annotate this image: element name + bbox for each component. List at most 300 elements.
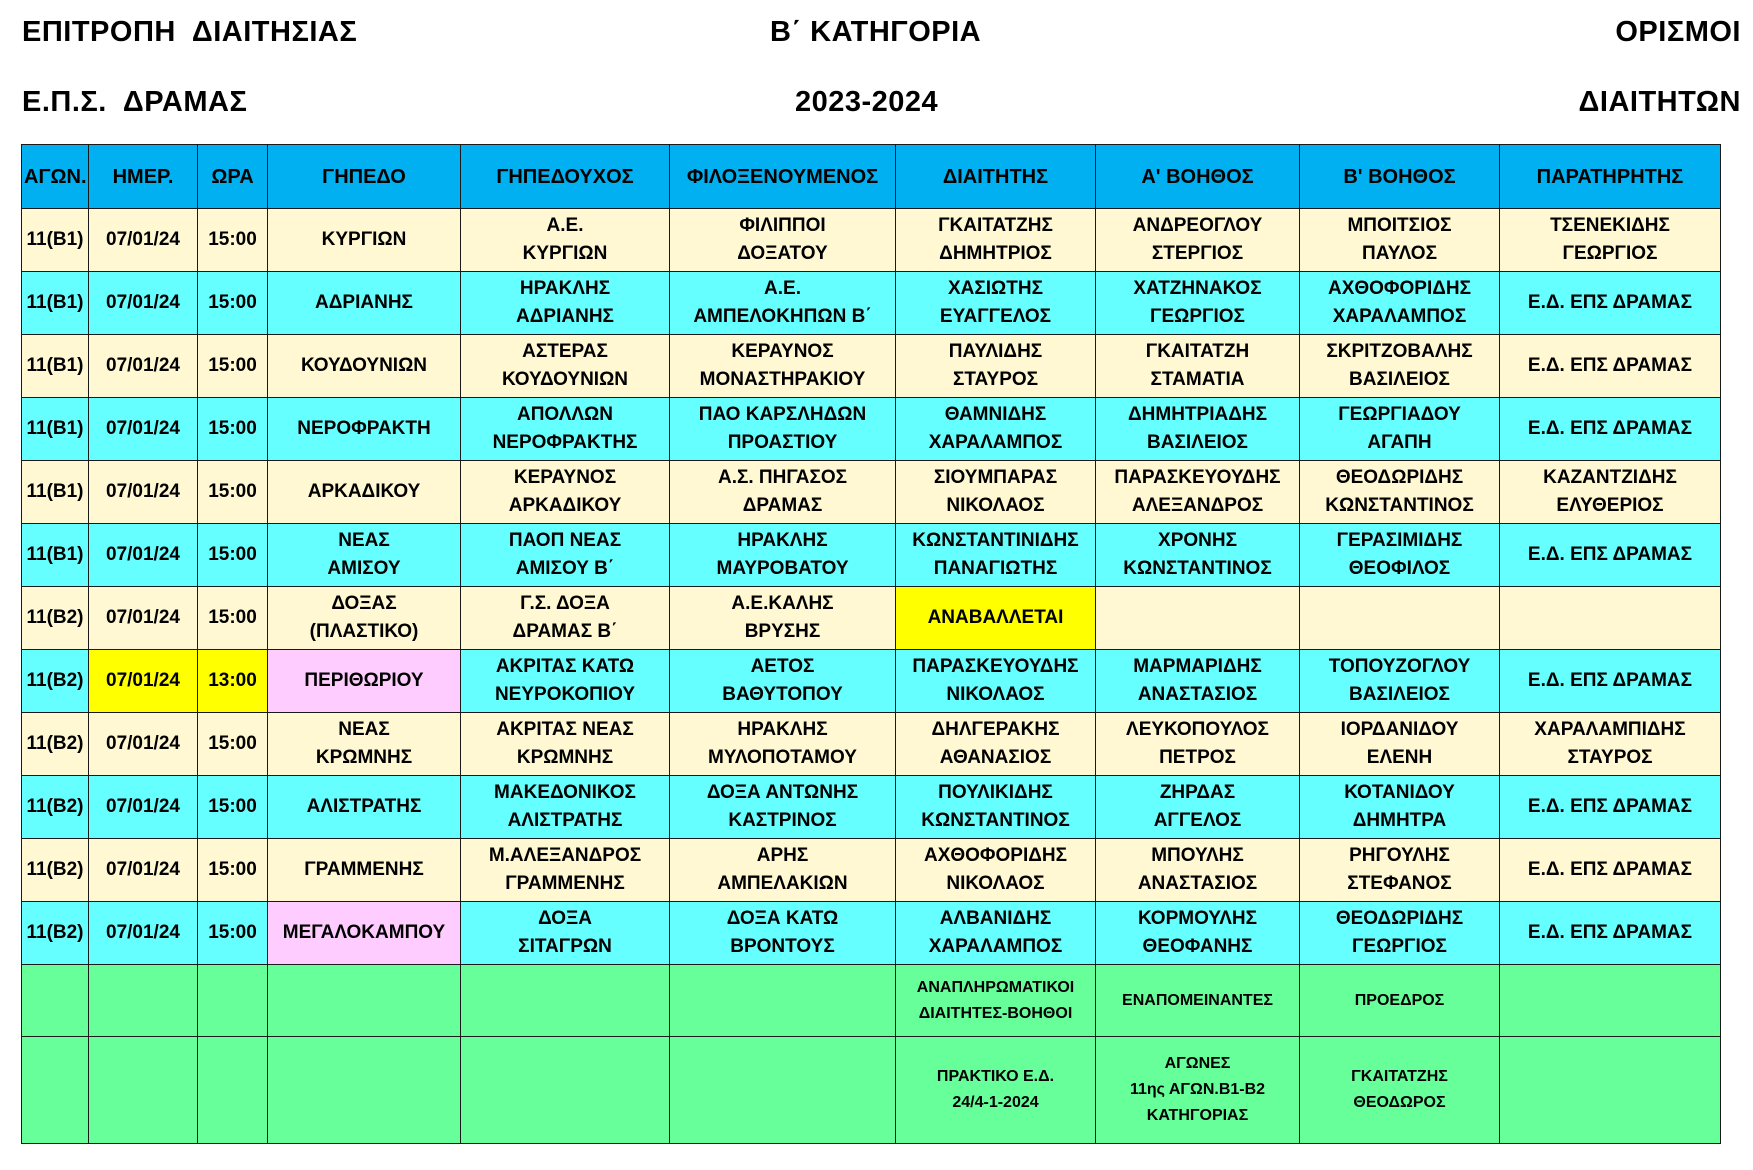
- cell-line: ΕΥΑΓΓΕΛΟΣ: [939, 306, 1052, 327]
- category-title: Β΄ ΚΑΤΗΓΟΡΙΑ: [770, 16, 982, 48]
- cell-line: ΔΗΜΗΤΡΙΟΣ: [939, 243, 1052, 264]
- col-date-cell: 07/01/24: [89, 524, 198, 587]
- cell-line: ΠΟΥΛΙΚΙΔΗΣ: [938, 782, 1053, 803]
- table-row: [22, 335, 1721, 398]
- cell-line: ΑΚΡΙΤΑΣ ΝΕΑΣ: [496, 719, 634, 740]
- col-referee-cell: [896, 272, 1096, 335]
- footer-cell: [1300, 965, 1500, 1037]
- col-field-cell: [268, 776, 461, 839]
- cell-line: ΑΓΓΕΛΟΣ: [1153, 810, 1242, 831]
- footer-cell: [670, 965, 896, 1037]
- col-away-cell: [670, 902, 896, 965]
- cell-line: Α.Ε.ΚΑΛΗΣ: [731, 593, 834, 614]
- col-field-cell: [268, 272, 461, 335]
- table-row: [22, 713, 1721, 776]
- col-away-header: ΦΙΛΟΞΕΝΟΥΜΕΝΟΣ: [670, 145, 896, 209]
- footer-cell: [89, 1037, 198, 1144]
- col-observer-cell: [1500, 335, 1721, 398]
- cell-line: ΦΙΛΙΠΠΟΙ: [739, 215, 826, 236]
- cell-line: ΚΡΩΜΝΗΣ: [516, 747, 614, 768]
- cell-line: ΣΤΑΥΡΟΣ: [1567, 747, 1653, 768]
- cell-line: ΧΡΟΝΗΣ: [1158, 530, 1237, 551]
- col-observer-cell: [1500, 209, 1721, 272]
- footer-cell: [268, 965, 461, 1037]
- cell-line: ΘΕΟΦΙΛΟΣ: [1348, 558, 1451, 579]
- cell-line: ΚΟΤΑΝΙΔΟΥ: [1344, 782, 1455, 803]
- col-agon-cell: 11(Β2): [22, 713, 89, 776]
- col-assistant1-cell: [1096, 461, 1300, 524]
- cell-line: ΒΡΟΝΤΟΥΣ: [730, 936, 835, 957]
- cell-line: ΤΟΠΟΥΖΟΓΛΟΥ: [1328, 656, 1471, 677]
- cell-line: ΔΟΞΑ: [538, 908, 592, 929]
- footer-cell: [461, 1037, 670, 1144]
- table-row: [22, 524, 1721, 587]
- col-observer-cell: [1500, 650, 1721, 713]
- cell-line: ΧΑΣΙΩΤΗΣ: [947, 278, 1044, 299]
- col-field-cell: [268, 650, 461, 713]
- col-time-cell: 15:00: [198, 902, 268, 965]
- cell-line: ΑΓΑΠΗ: [1367, 432, 1432, 453]
- cell-line: ΔΗΛΓΕΡΑΚΗΣ: [931, 719, 1060, 740]
- col-observer-cell: [1500, 713, 1721, 776]
- col-referee-cell: [896, 587, 1096, 650]
- col-assistant2-cell: [1300, 650, 1500, 713]
- col-away-cell: [670, 335, 896, 398]
- cell-line: ΠΡΟΑΣΤΙΟΥ: [727, 432, 838, 453]
- cell-line: ΔΡΑΜΑΣ: [742, 495, 823, 516]
- cell-line: ΘΕΟΔΩΡΙΔΗΣ: [1335, 908, 1464, 929]
- col-assistant1-header: Α' ΒΟΗΘΟΣ: [1096, 145, 1300, 209]
- cell-line: ΔΟΞΑ ΚΑΤΩ: [726, 908, 839, 929]
- col-time-cell: 15:00: [198, 839, 268, 902]
- col-away-cell: [670, 713, 896, 776]
- footer-row: [22, 1037, 1721, 1144]
- cell-line: ΜΠΟΙΤΣΙΟΣ: [1347, 215, 1452, 236]
- cell-line: ΗΡΑΚΛΗΣ: [737, 530, 828, 551]
- col-observer-cell: [1500, 587, 1721, 650]
- col-observer-cell: [1500, 902, 1721, 965]
- col-away-cell: [670, 839, 896, 902]
- col-assistant1-cell: [1096, 650, 1300, 713]
- footer-cell: [22, 965, 89, 1037]
- cell-line: ΝΕΑΣ: [338, 719, 390, 740]
- table-row: [22, 902, 1721, 965]
- cell-line: 11ης ΑΓΩΝ.Β1-Β2: [1129, 1081, 1266, 1098]
- col-observer-cell: [1500, 839, 1721, 902]
- col-assistant1-cell: [1096, 524, 1300, 587]
- col-referee-cell: [896, 398, 1096, 461]
- cell-line: ΒΑΣΙΛΕΙΟΣ: [1147, 432, 1248, 453]
- cell-line: ΣΤΕΡΓΙΟΣ: [1151, 243, 1244, 264]
- cell-line: ΣΤΑΜΑΤΙΑ: [1150, 369, 1245, 390]
- cell-line: ΚΡΩΜΝΗΣ: [315, 747, 413, 768]
- cell-line: ΓΕΩΡΓΙΟΣ: [1150, 306, 1245, 327]
- cell-line: ΑΛΙΣΤΡΑΤΗΣ: [507, 810, 623, 831]
- col-agon-cell: 11(Β2): [22, 776, 89, 839]
- cell-line: ΖΗΡΔΑΣ: [1159, 782, 1236, 803]
- cell-line: ΑΠΟΛΛΩΝ: [516, 404, 613, 425]
- col-agon-cell: 11(Β1): [22, 335, 89, 398]
- cell-line: ΜΥΛΟΠΟΤΑΜΟΥ: [708, 747, 857, 768]
- col-away-cell: [670, 650, 896, 713]
- col-field-cell: [268, 461, 461, 524]
- col-assistant2-header: Β' ΒΟΗΘΟΣ: [1300, 145, 1500, 209]
- col-home-cell: [461, 524, 670, 587]
- cell-line: ΑΡΚΑΔΙΚΟΥ: [307, 481, 421, 502]
- cell-line: ΤΣΕΝΕΚΙΔΗΣ: [1550, 215, 1670, 236]
- col-assistant2-cell: [1300, 839, 1500, 902]
- cell-line: ΚΩΝΣΤΑΝΤΙΝΙΔΗΣ: [912, 530, 1079, 551]
- col-referee-header: ΔΙΑΙΤΗΤΗΣ: [896, 145, 1096, 209]
- footer-cell: [1300, 1037, 1500, 1144]
- season-title: 2023-2024: [795, 86, 939, 118]
- col-time-cell: 15:00: [198, 209, 268, 272]
- table-row: [22, 398, 1721, 461]
- col-field-cell: [268, 398, 461, 461]
- col-assistant1-cell: [1096, 776, 1300, 839]
- cell-line: ΑΝΑΠΛΗΡΩΜΑΤΙΚΟΙ: [916, 978, 1075, 996]
- cell-line: ΕΛΕΝΗ: [1366, 747, 1433, 768]
- footer-cell: [198, 965, 268, 1037]
- col-assistant1-cell: [1096, 398, 1300, 461]
- col-agon-cell: 11(Β2): [22, 902, 89, 965]
- col-assistant1-cell: [1096, 587, 1300, 650]
- cell-line: ΕΝΑΠΟΜΕΙΝΑΝΤΕΣ: [1122, 991, 1273, 1009]
- cell-line: Ε.Δ. ΕΠΣ ΔΡΑΜΑΣ: [1527, 859, 1693, 880]
- cell-line: ΑΝΑΒΑΛΛΕΤΑΙ: [927, 607, 1064, 628]
- cell-line: ΔΗΜΗΤΡΙΑΔΗΣ: [1128, 404, 1267, 425]
- cell-line: ΚΕΡΑΥΝΟΣ: [513, 467, 617, 488]
- col-date-cell: 07/01/24: [89, 398, 198, 461]
- col-referee-cell: [896, 713, 1096, 776]
- cell-line: ΑΝΑΣΤΑΣΙΟΣ: [1137, 684, 1258, 705]
- cell-line: ΚΥΡΓΙΩΝ: [321, 229, 407, 250]
- col-time-cell: 15:00: [198, 776, 268, 839]
- col-home-cell: [461, 587, 670, 650]
- cell-line: 24/4-1-2024: [952, 1094, 1039, 1111]
- cell-line: ΒΑΘΥΤΟΠΟΥ: [722, 684, 843, 705]
- cell-line: ΠΑΥΛΟΣ: [1361, 243, 1437, 264]
- cell-line: Ε.Δ. ΕΠΣ ΔΡΑΜΑΣ: [1527, 796, 1693, 817]
- cell-line: Ε.Δ. ΕΠΣ ΔΡΑΜΑΣ: [1527, 292, 1693, 313]
- cell-line: ΚΥΡΓΙΩΝ: [522, 243, 608, 264]
- table-row: [22, 839, 1721, 902]
- table-row: [22, 209, 1721, 272]
- cell-line: ΗΡΑΚΛΗΣ: [737, 719, 828, 740]
- col-assistant2-cell: [1300, 461, 1500, 524]
- cell-line: ΓΚΑΙΤΑΤΖΗΣ: [938, 215, 1053, 236]
- cell-line: ΡΗΓΟΥΛΗΣ: [1349, 845, 1450, 866]
- col-assistant2-cell: [1300, 902, 1500, 965]
- col-date-cell: 07/01/24: [89, 713, 198, 776]
- col-date-header: ΗΜΕΡ.: [89, 145, 198, 209]
- col-field-cell: [268, 524, 461, 587]
- cell-line: ΘΑΜΝΙΔΗΣ: [944, 404, 1047, 425]
- cell-line: ΜΠΟΥΛΗΣ: [1151, 845, 1244, 866]
- col-time-cell: 13:00: [198, 650, 268, 713]
- col-agon-cell: 11(Β2): [22, 839, 89, 902]
- col-observer-cell: [1500, 776, 1721, 839]
- col-agon-cell: 11(Β2): [22, 587, 89, 650]
- col-away-cell: [670, 209, 896, 272]
- cell-line: ΓΡΑΜΜΕΝΗΣ: [505, 873, 625, 894]
- footer-cell: [1500, 1037, 1721, 1144]
- referees-title: ΔΙΑΙΤΗΤΩΝ: [1578, 86, 1741, 118]
- cell-line: ΝΕΥΡΟΚΟΠΙΟΥ: [494, 684, 636, 705]
- cell-line: ΝΕΑΣ: [338, 530, 390, 551]
- cell-line: ΠΑΟΠ ΝΕΑΣ: [508, 530, 622, 551]
- cell-line: ΔΟΞΑ ΑΝΤΩΝΗΣ: [706, 782, 859, 803]
- col-home-cell: [461, 398, 670, 461]
- cell-line: ΧΑΡΑΛΑΜΠΙΔΗΣ: [1534, 719, 1686, 740]
- col-agon-cell: 11(Β1): [22, 272, 89, 335]
- cell-line: ΔΟΞΑΣ: [331, 593, 397, 614]
- cell-line: ΚΩΝΣΤΑΝΤΙΝΟΣ: [921, 810, 1070, 831]
- cell-line: Γ.Σ. ΔΟΞΑ: [520, 593, 610, 614]
- cell-line: Α.Ε.: [546, 215, 584, 236]
- cell-line: ΔΙΑΙΤΗΤΕΣ-ΒΟΗΘΟΙ: [918, 1004, 1073, 1022]
- cell-line: ΑΧΘΟΦΟΡΙΔΗΣ: [1327, 278, 1472, 299]
- table-row: [22, 461, 1721, 524]
- cell-line: ΣΙΟΥΜΠΑΡΑΣ: [933, 467, 1058, 488]
- cell-line: ΑΓΩΝΕΣ: [1164, 1055, 1231, 1072]
- cell-line: ΔΟΞΑΤΟΥ: [737, 243, 828, 264]
- cell-line: ΧΑΤΖΗΝΑΚΟΣ: [1133, 278, 1262, 299]
- cell-line: Α.Σ. ΠΗΓΑΣΟΣ: [717, 467, 848, 488]
- col-observer-cell: [1500, 398, 1721, 461]
- col-assistant1-cell: [1096, 209, 1300, 272]
- col-referee-cell: [896, 461, 1096, 524]
- col-home-cell: [461, 839, 670, 902]
- col-agon-cell: 11(Β1): [22, 209, 89, 272]
- cell-line: ΒΡΥΣΗΣ: [744, 621, 821, 642]
- cell-line: ΠΑΡΑΣΚΕΥΟΥΔΗΣ: [912, 656, 1079, 677]
- cell-line: (ΠΛΑΣΤΙΚΟ): [309, 621, 419, 642]
- col-date-cell: 07/01/24: [89, 461, 198, 524]
- cell-line: ΚΟΥΔΟΥΝΙΩΝ: [300, 355, 428, 376]
- col-agon-cell: 11(Β2): [22, 650, 89, 713]
- cell-line: Ε.Δ. ΕΠΣ ΔΡΑΜΑΣ: [1527, 670, 1693, 691]
- cell-line: ΝΕΡΟΦΡΑΚΤΗ: [297, 418, 431, 439]
- col-date-cell: 07/01/24: [89, 650, 198, 713]
- cell-line: ΔΡΑΜΑΣ Β΄: [512, 621, 618, 642]
- col-field-cell: [268, 587, 461, 650]
- cell-line: ΑΚΡΙΤΑΣ ΚΑΤΩ: [495, 656, 635, 677]
- cell-line: ΑΜΠΕΛΑΚΙΩΝ: [717, 873, 848, 894]
- col-assistant1-cell: [1096, 335, 1300, 398]
- footer-cell: [1096, 1037, 1300, 1144]
- col-date-cell: 07/01/24: [89, 587, 198, 650]
- cell-line: ΚΑΖΑΝΤΖΙΔΗΣ: [1543, 467, 1677, 488]
- cell-line: ΜΟΝΑΣΤΗΡΑΚΙΟΥ: [699, 369, 866, 390]
- cell-line: ΘΕΟΔΩΡΟΣ: [1353, 1094, 1446, 1111]
- cell-line: ΔΗΜΗΤΡΑ: [1352, 810, 1447, 831]
- col-field-cell: [268, 902, 461, 965]
- col-time-header: ΩΡΑ: [198, 145, 268, 209]
- col-time-cell: 15:00: [198, 398, 268, 461]
- cell-line: ΜΑΚΕΔΟΝΙΚΟΣ: [494, 782, 636, 803]
- footer-cell: [89, 965, 198, 1037]
- cell-line: ΣΤΑΥΡΟΣ: [952, 369, 1039, 390]
- cell-line: ΓΕΩΡΓΙΑΔΟΥ: [1338, 404, 1461, 425]
- cell-line: ΑΘΑΝΑΣΙΟΣ: [939, 747, 1052, 768]
- col-assistant2-cell: [1300, 524, 1500, 587]
- cell-line: ΠΕΤΡΟΣ: [1159, 747, 1236, 768]
- cell-line: ΣΙΤΑΓΡΩΝ: [518, 936, 612, 957]
- cell-line: ΓΡΑΜΜΕΝΗΣ: [304, 859, 424, 880]
- col-referee-cell: [896, 524, 1096, 587]
- cell-line: ΕΛΥΘΕΡΙΟΣ: [1556, 495, 1664, 516]
- col-referee-cell: [896, 209, 1096, 272]
- cell-line: ΑΝΔΡΕΟΓΛΟΥ: [1132, 215, 1263, 236]
- cell-line: ΑΛΙΣΤΡΑΤΗΣ: [306, 796, 422, 817]
- col-time-cell: 15:00: [198, 587, 268, 650]
- col-home-cell: [461, 902, 670, 965]
- col-field-cell: [268, 335, 461, 398]
- col-referee-cell: [896, 335, 1096, 398]
- col-observer-cell: [1500, 524, 1721, 587]
- col-date-cell: 07/01/24: [89, 335, 198, 398]
- col-assistant2-cell: [1300, 335, 1500, 398]
- table-row: [22, 272, 1721, 335]
- cell-line: ΚΩΝΣΤΑΝΤΙΝΟΣ: [1325, 495, 1474, 516]
- col-time-cell: 15:00: [198, 272, 268, 335]
- col-home-cell: [461, 650, 670, 713]
- cell-line: ΧΑΡΑΛΑΜΠΟΣ: [928, 936, 1063, 957]
- cell-line: ΒΑΣΙΛΕΙΟΣ: [1349, 684, 1450, 705]
- footer-cell: [461, 965, 670, 1037]
- cell-line: ΑΔΡΙΑΝΗΣ: [516, 306, 614, 327]
- cell-line: ΛΕΥΚΟΠΟΥΛΟΣ: [1126, 719, 1269, 740]
- cell-line: ΑΡΚΑΔΙΚΟΥ: [508, 495, 622, 516]
- col-date-cell: 07/01/24: [89, 272, 198, 335]
- table-header-row: [22, 145, 1721, 209]
- cell-line: Α.Ε.: [764, 278, 801, 299]
- cell-line: ΚΕΡΑΥΝΟΣ: [731, 341, 834, 362]
- cell-line: Ε.Δ. ΕΠΣ ΔΡΑΜΑΣ: [1527, 922, 1693, 943]
- col-assistant2-cell: [1300, 272, 1500, 335]
- cell-line: ΝΙΚΟΛΑΟΣ: [946, 873, 1045, 894]
- cell-line: ΠΕΡΙΘΩΡΙΟΥ: [304, 670, 424, 691]
- cell-line: ΚΑΣΤΡΙΝΟΣ: [728, 810, 837, 831]
- col-date-cell: 07/01/24: [89, 839, 198, 902]
- assignments-title: ΟΡΙΣΜΟΙ: [1615, 16, 1741, 48]
- footer-cell: [896, 965, 1096, 1037]
- federation-name: Ε.Π.Σ. ΔΡΑΜΑΣ: [22, 86, 248, 118]
- table-row: [22, 650, 1721, 713]
- cell-line: ΑΔΡΙΑΝΗΣ: [315, 292, 413, 313]
- col-observer-cell: [1500, 461, 1721, 524]
- col-home-header: ΓΗΠΕΔΟΥΧΟΣ: [461, 145, 670, 209]
- col-assistant2-cell: [1300, 587, 1500, 650]
- cell-line: ΘΕΟΦΑΝΗΣ: [1142, 936, 1253, 957]
- col-time-cell: 15:00: [198, 713, 268, 776]
- cell-line: ΚΑΤΗΓΟΡΙΑΣ: [1146, 1107, 1249, 1124]
- col-assistant1-cell: [1096, 272, 1300, 335]
- col-date-cell: 07/01/24: [89, 209, 198, 272]
- cell-line: ΑΧΘΟΦΟΡΙΔΗΣ: [923, 845, 1068, 866]
- footer-cell: [268, 1037, 461, 1144]
- cell-line: ΠΡΟΕΔΡΟΣ: [1354, 991, 1445, 1009]
- col-time-cell: 15:00: [198, 335, 268, 398]
- cell-line: ΓΚΑΙΤΑΤΖΗΣ: [1351, 1068, 1448, 1085]
- col-assistant2-cell: [1300, 209, 1500, 272]
- cell-line: ΣΚΡΙΤΖΟΒΑΛΗΣ: [1326, 341, 1473, 362]
- cell-line: ΝΙΚΟΛΑΟΣ: [946, 684, 1045, 705]
- col-assistant2-cell: [1300, 713, 1500, 776]
- col-field-cell: [268, 839, 461, 902]
- col-away-cell: [670, 398, 896, 461]
- footer-row: [22, 965, 1721, 1037]
- cell-line: ΙΟΡΔΑΝΙΔΟΥ: [1340, 719, 1459, 740]
- footer-cell: [670, 1037, 896, 1144]
- cell-line: ΘΕΟΔΩΡΙΔΗΣ: [1335, 467, 1464, 488]
- footer-cell: [1096, 965, 1300, 1037]
- footer-cell: [1500, 965, 1721, 1037]
- cell-line: ΠΑΥΛΙΔΗΣ: [948, 341, 1043, 362]
- col-agon-cell: 11(Β1): [22, 524, 89, 587]
- col-observer-cell: [1500, 272, 1721, 335]
- col-home-cell: [461, 713, 670, 776]
- col-home-cell: [461, 461, 670, 524]
- cell-line: Ε.Δ. ΕΠΣ ΔΡΑΜΑΣ: [1527, 418, 1693, 439]
- col-away-cell: [670, 524, 896, 587]
- cell-line: ΑΡΗΣ: [756, 845, 809, 866]
- cell-line: ΑΜΙΣΟΥ: [327, 558, 401, 579]
- table-row: [22, 776, 1721, 839]
- col-assistant1-cell: [1096, 902, 1300, 965]
- cell-line: ΣΤΕΦΑΝΟΣ: [1347, 873, 1452, 894]
- col-assistant2-cell: [1300, 398, 1500, 461]
- col-time-cell: 15:00: [198, 461, 268, 524]
- cell-line: ΠΡΑΚΤΙΚΟ Ε.Δ.: [936, 1068, 1055, 1085]
- committee-title: ΕΠΙΤΡΟΠΗ ΔΙΑΙΤΗΣΙΑΣ: [22, 16, 358, 48]
- footer-cell: [896, 1037, 1096, 1144]
- col-time-cell: 15:00: [198, 524, 268, 587]
- col-observer-header: ΠΑΡΑΤΗΡΗΤΗΣ: [1500, 145, 1721, 209]
- cell-line: ΓΕΩΡΓΙΟΣ: [1562, 243, 1658, 264]
- cell-line: ΓΚΑΙΤΑΤΖΗ: [1145, 341, 1250, 362]
- col-assistant2-cell: [1300, 776, 1500, 839]
- cell-line: ΚΩΝΣΤΑΝΤΙΝΟΣ: [1123, 558, 1272, 579]
- col-away-cell: [670, 272, 896, 335]
- footer-cell: [198, 1037, 268, 1144]
- col-home-cell: [461, 776, 670, 839]
- col-field-cell: [268, 209, 461, 272]
- cell-line: ΧΑΡΑΛΑΜΠΟΣ: [928, 432, 1063, 453]
- cell-line: Ε.Δ. ΕΠΣ ΔΡΑΜΑΣ: [1527, 544, 1693, 565]
- cell-line: ΚΟΡΜΟΥΛΗΣ: [1137, 908, 1258, 929]
- col-away-cell: [670, 776, 896, 839]
- cell-line: ΑΕΤΟΣ: [750, 656, 815, 677]
- col-assistant1-cell: [1096, 839, 1300, 902]
- col-referee-cell: [896, 776, 1096, 839]
- cell-line: ΚΟΥΔΟΥΝΙΩΝ: [501, 369, 629, 390]
- cell-line: ΝΕΡΟΦΡΑΚΤΗΣ: [492, 432, 638, 453]
- cell-line: ΠΑΝΑΓΙΩΤΗΣ: [933, 558, 1058, 579]
- cell-line: ΑΣΤΕΡΑΣ: [522, 341, 608, 362]
- cell-line: ΜΑΥΡΟΒΑΤΟΥ: [716, 558, 849, 579]
- cell-line: ΑΜΙΣΟΥ Β΄: [515, 558, 615, 579]
- cell-line: Μ.ΑΛΕΞΑΝΔΡΟΣ: [488, 845, 642, 866]
- col-agon-cell: 11(Β1): [22, 398, 89, 461]
- col-home-cell: [461, 335, 670, 398]
- col-field-cell: [268, 713, 461, 776]
- col-agon-header: ΑΓΩΝ.: [22, 145, 89, 209]
- cell-line: ΓΕΡΑΣΙΜΙΔΗΣ: [1336, 530, 1463, 551]
- cell-line: ΑΛΕΞΑΝΔΡΟΣ: [1131, 495, 1264, 516]
- col-away-cell: [670, 461, 896, 524]
